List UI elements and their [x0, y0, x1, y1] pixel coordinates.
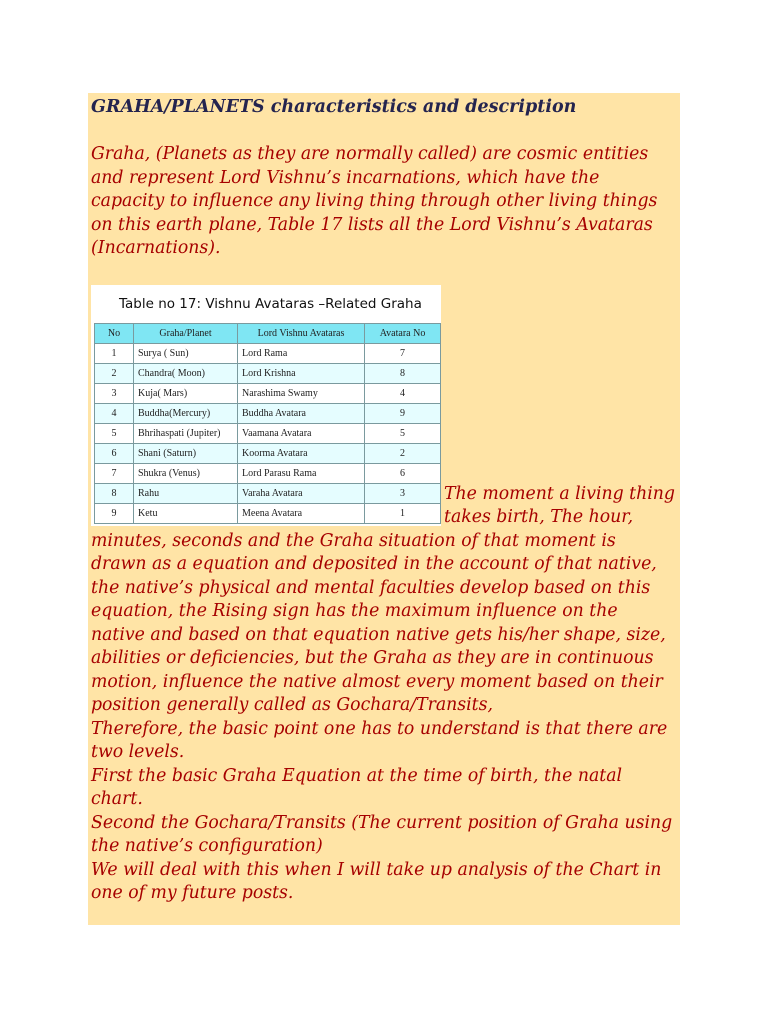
cell-graha: Chandra( Moon) — [134, 363, 238, 383]
cell-avatara: Lord Krishna — [238, 363, 365, 383]
cell-no: 3 — [95, 383, 134, 403]
cell-avatara-no: 8 — [365, 363, 441, 383]
intro-paragraph: Graha, (Planets as they are normally called) are cosmic entities and represent Lord Vishnu’s incarnations, which have the capacity to influence any living thing through other living things on this earth plane, Table 17 lists all the Lord Vishnu’s Avataras (Incarnations). — [91, 144, 658, 258]
table-row — [95, 383, 441, 403]
col-header-graha: Graha/Planet — [134, 323, 238, 343]
cell-avatara: Varaha Avatara — [238, 483, 365, 503]
cell-graha: Buddha(Mercury) — [134, 403, 238, 423]
table-row — [95, 403, 441, 423]
cell-avatara-no: 4 — [365, 383, 441, 403]
cell-no: 5 — [95, 423, 134, 443]
table-row — [95, 463, 441, 483]
article-title: GRAHA/PLANETS characteristics and description — [91, 97, 577, 117]
table-row — [95, 363, 441, 383]
table-row — [95, 503, 441, 523]
body-text-1: The moment a living thing takes birth, The hour, minutes, seconds and the Graha situation of that moment is drawn as a equation and deposited in the account of that native, the native’s physical and mental faculties develop based on this equation, the Rising sign has the maximum influence on the native and based on that equation native gets his/her shape, size, abilities or deficiencies, but the Graha as they are in continuous motion, influence the native almost every moment based on their position generally called as Gochara/Transits, — [91, 483, 675, 715]
cell-no: 9 — [95, 503, 134, 523]
cell-avatara: Lord Rama — [238, 343, 365, 363]
cell-graha: Surya ( Sun) — [134, 343, 238, 363]
cell-avatara-no: 6 — [365, 463, 441, 483]
article-panel — [88, 93, 680, 925]
col-header-avatara-no: Avatara No — [365, 323, 441, 343]
cell-graha: Shukra (Venus) — [134, 463, 238, 483]
col-header-avataras: Lord Vishnu Avataras — [238, 323, 365, 343]
table-row — [95, 443, 441, 463]
cell-graha: Kuja( Mars) — [134, 383, 238, 403]
body-paragraph-2: Therefore, the basic point one has to understand is that there are two levels. — [91, 718, 668, 762]
cell-avatara: Buddha Avatara — [238, 403, 365, 423]
cell-graha: Ketu — [134, 503, 238, 523]
cell-avatara: Meena Avatara — [238, 503, 365, 523]
cell-no: 6 — [95, 443, 134, 463]
cell-graha: Shani (Saturn) — [134, 443, 238, 463]
table-row — [95, 483, 441, 503]
avatara-table-image — [91, 285, 441, 526]
cell-avatara-no: 1 — [365, 503, 441, 523]
cell-avatara: Lord Parasu Rama — [238, 463, 365, 483]
cell-avatara: Vaamana Avatara — [238, 423, 365, 443]
table-title: Table no 17: Vishnu Avataras –Related Graha — [119, 295, 422, 312]
body-paragraph-3: First the basic Graha Equation at the time of birth, the natal chart. — [91, 765, 623, 809]
col-header-no: No — [95, 323, 134, 343]
cell-graha: Rahu — [134, 483, 238, 503]
cell-avatara: Koorma Avatara — [238, 443, 365, 463]
avatara-table — [94, 323, 441, 524]
cell-avatara-no: 7 — [365, 343, 441, 363]
table-row — [95, 423, 441, 443]
cell-no: 1 — [95, 343, 134, 363]
body-paragraph-4: Second the Gochara/Transits (The current position of Graha using the native’s configuration) — [91, 812, 673, 856]
cell-no: 7 — [95, 463, 134, 483]
cell-avatara-no: 3 — [365, 483, 441, 503]
cell-avatara-no: 9 — [365, 403, 441, 423]
cell-no: 2 — [95, 363, 134, 383]
cell-no: 8 — [95, 483, 134, 503]
cell-graha: Bhrihaspati (Jupiter) — [134, 423, 238, 443]
body-paragraph-5: We will deal with this when I will take up analysis of the Chart in one of my future posts. — [91, 859, 662, 903]
cell-avatara-no: 2 — [365, 443, 441, 463]
cell-avatara-no: 5 — [365, 423, 441, 443]
cell-avatara: Narashima Swamy — [238, 383, 365, 403]
cell-no: 4 — [95, 403, 134, 423]
table-row — [95, 343, 441, 363]
